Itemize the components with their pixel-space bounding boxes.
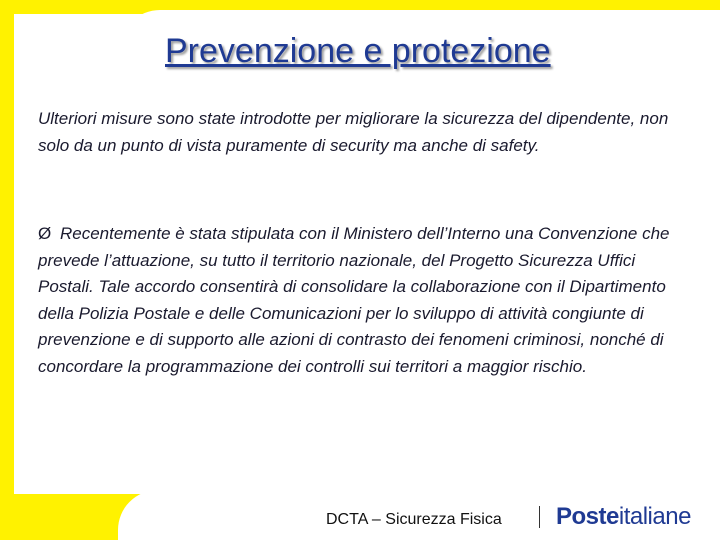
arrow-bullet-icon: Ø xyxy=(38,224,52,243)
intro-paragraph: Ulteriori misure sono state introdotte per migliorare la sicurezza del dipendente, non solo da un punto di vista puramente di security ma anche di safety. xyxy=(38,109,669,155)
bullet-paragraph xyxy=(38,221,688,380)
footer-label: DCTA – Sicurezza Fisica xyxy=(326,511,502,528)
bullet-paragraph-text: Recentemente è stata stipulata con il Ministero dell’Interno una Convenzione che prevede l’attuazione, su tutto il territorio nazionale, del Progetto Sicurezza Uffici Postali. Tale accordo consentirà di consolidare la collaborazione con il Dipartimento della Polizia Postale e delle Comunicazioni per lo sviluppo di attività congiunte di prevenzione e di supporto alle azioni di contrasto dei fenomeni criminosi, nonché di concordare la programmazione dei controlli sui territori a maggior rischio. xyxy=(38,224,670,376)
logo-regular-part: italiane xyxy=(618,503,691,530)
logo-bold-part: Poste xyxy=(556,503,619,530)
slide-title: Prevenzione e protezione xyxy=(165,32,551,70)
poste-italiane-logo xyxy=(556,503,691,531)
footer-divider xyxy=(539,506,540,528)
